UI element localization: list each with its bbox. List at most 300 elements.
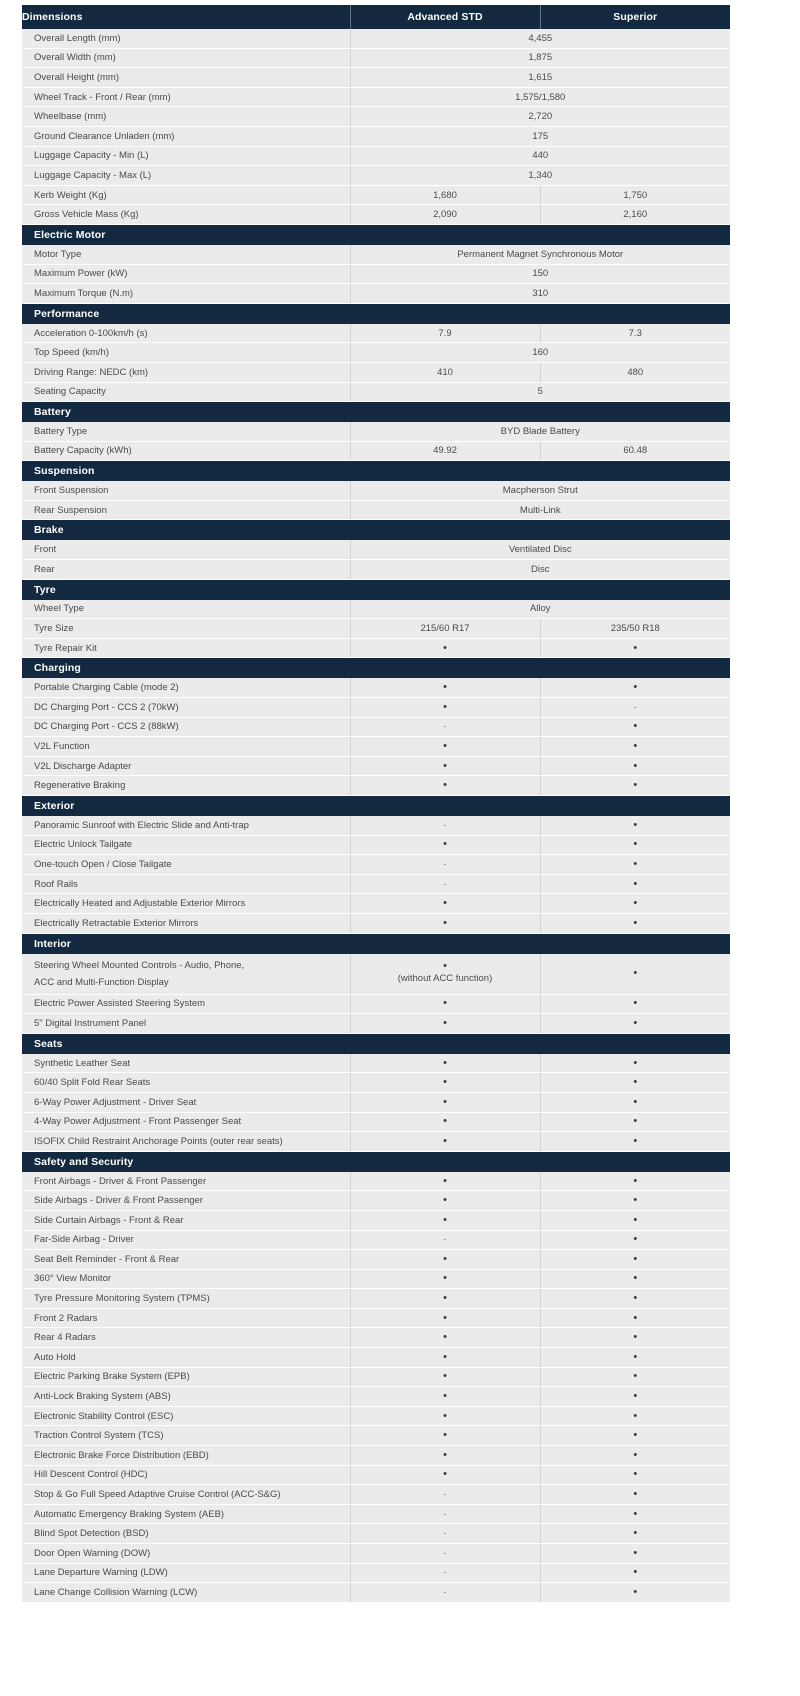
availability-dot: • — [633, 1468, 638, 1481]
value-cell-superior — [540, 1269, 730, 1289]
availability-dot: • — [633, 1390, 638, 1403]
availability-dot: • — [443, 1213, 447, 1226]
value-cell-advanced-std — [350, 1210, 540, 1230]
availability-dot: • — [443, 1350, 447, 1363]
value-cell-advanced-std — [350, 1132, 540, 1152]
feature-label: Battery Capacity (kWh) — [22, 441, 350, 461]
feature-label: Luggage Capacity - Min (L) — [22, 146, 350, 166]
feature-label: Battery Type — [22, 422, 350, 441]
availability-dot: • — [633, 1370, 638, 1383]
value-text: 60.48 — [623, 445, 648, 457]
unavailable-dash: - — [443, 1567, 447, 1579]
feature-label: Front Suspension — [22, 481, 350, 500]
feature-label-line-2: ACC and Multi-Function Display — [34, 976, 169, 988]
table-row — [22, 1504, 730, 1524]
feature-label: Maximum Torque (N.m) — [22, 284, 350, 304]
availability-dot: • — [633, 1488, 638, 1501]
value-cell-shared: 150 — [350, 264, 730, 284]
feature-label: Seating Capacity — [22, 382, 350, 402]
table-row — [22, 638, 730, 658]
value-cell-advanced-std — [350, 362, 540, 382]
value-cell-advanced-std — [350, 1112, 540, 1132]
availability-dot: • — [443, 897, 447, 910]
value-cell-advanced-std — [350, 1054, 540, 1073]
availability-dot: • — [633, 1115, 638, 1128]
feature-label: Overall Height (mm) — [22, 68, 350, 88]
feature-label: Gross Vehicle Mass (Kg) — [22, 205, 350, 225]
value-cell-advanced-std — [350, 1073, 540, 1093]
value-cell-superior — [540, 1112, 730, 1132]
value-text: 215/60 R17 — [420, 623, 470, 635]
table-row — [22, 1387, 730, 1407]
availability-dot: • — [633, 967, 638, 980]
availability-dot: • — [633, 1095, 638, 1108]
value-cell-superior — [540, 717, 730, 737]
value-cell-superior — [540, 1367, 730, 1387]
value-cell-superior — [540, 638, 730, 658]
table-row — [22, 1563, 730, 1583]
value-cell-superior — [540, 1387, 730, 1407]
availability-dot: • — [633, 1134, 638, 1147]
feature-label: Electric Unlock Tailgate — [22, 835, 350, 855]
value-cell-superior — [540, 1250, 730, 1270]
value-cell-shared: 1,340 — [350, 166, 730, 186]
value-cell-advanced-std — [350, 1544, 540, 1564]
value-cell-superior — [540, 994, 730, 1014]
value-cell-superior — [540, 1191, 730, 1211]
table-row — [22, 324, 730, 343]
availability-dot: • — [443, 779, 447, 792]
value-cell-advanced-std — [350, 1446, 540, 1466]
table-row — [22, 68, 730, 88]
unavailable-dash: - — [443, 1586, 447, 1598]
availability-dot: • — [633, 1331, 638, 1344]
value-cell-advanced-std — [350, 1092, 540, 1112]
availability-dot: • — [633, 1076, 638, 1089]
availability-dot: • — [633, 857, 638, 870]
feature-label: 6-Way Power Adjustment - Driver Seat — [22, 1092, 350, 1112]
feature-label: V2L Function — [22, 737, 350, 757]
table-row — [22, 954, 730, 995]
value-cell-superior — [540, 1230, 730, 1250]
value-cell-superior — [540, 1544, 730, 1564]
table-row — [22, 619, 730, 639]
availability-dot: • — [633, 1174, 638, 1187]
feature-label: Top Speed (km/h) — [22, 343, 350, 363]
unavailable-dash: - — [443, 819, 447, 831]
value-text: 2,090 — [433, 209, 457, 221]
availability-dot: • — [443, 997, 447, 1010]
availability-dot: • — [633, 1016, 638, 1029]
table-row — [22, 835, 730, 855]
section-title: Suspension — [22, 461, 730, 482]
table-row — [22, 1426, 730, 1446]
availability-dot: • — [443, 1390, 447, 1403]
availability-dot: • — [443, 1056, 447, 1069]
section-title: Tyre — [22, 579, 730, 600]
feature-label: One-touch Open / Close Tailgate — [22, 855, 350, 875]
table-row — [22, 994, 730, 1014]
value-cell-advanced-std — [350, 1465, 540, 1485]
table-row — [22, 500, 730, 520]
value-text: 235/50 R18 — [610, 623, 660, 635]
feature-label: 5" Digital Instrument Panel — [22, 1014, 350, 1034]
value-cell-advanced-std — [350, 1328, 540, 1348]
feature-label: Electrically Retractable Exterior Mirrors — [22, 913, 350, 933]
availability-dot: • — [443, 1194, 447, 1207]
availability-dot: • — [633, 1585, 638, 1598]
availability-dot: • — [633, 1350, 638, 1363]
availability-dot: • — [633, 877, 638, 890]
value-cell-advanced-std — [350, 1485, 540, 1505]
table-row — [22, 1328, 730, 1348]
value-cell-advanced-std — [350, 698, 540, 718]
feature-label: Acceleration 0-100km/h (s) — [22, 324, 350, 343]
availability-dot: • — [443, 916, 447, 929]
value-text: 1,680 — [433, 189, 457, 201]
table-row — [22, 1485, 730, 1505]
value-cell-advanced-std — [350, 1387, 540, 1407]
table-row — [22, 422, 730, 441]
feature-label: Wheel Track - Front / Rear (mm) — [22, 87, 350, 107]
feature-label: Side Airbags - Driver & Front Passenger — [22, 1191, 350, 1211]
feature-label: Kerb Weight (Kg) — [22, 185, 350, 205]
table-row — [22, 1132, 730, 1152]
table-row — [22, 560, 730, 580]
value-cell-superior — [540, 1465, 730, 1485]
value-cell-superior — [540, 1014, 730, 1034]
table-row — [22, 776, 730, 796]
table-row — [22, 146, 730, 166]
value-cell-superior — [540, 1308, 730, 1328]
unavailable-dash: - — [443, 1547, 447, 1559]
table-row — [22, 126, 730, 146]
section-header-row — [22, 933, 730, 954]
feature-label: DC Charging Port - CCS 2 (70kW) — [22, 698, 350, 718]
feature-label: ISOFIX Child Restraint Anchorage Points (outer rear seats) — [22, 1132, 350, 1152]
availability-dot: • — [443, 1292, 447, 1305]
availability-dot: • — [633, 641, 638, 654]
feature-label: 4-Way Power Adjustment - Front Passenger Seat — [22, 1112, 350, 1132]
availability-dot: • — [633, 1233, 638, 1246]
value-note: (without ACC function) — [397, 973, 493, 985]
feature-label: Synthetic Leather Seat — [22, 1054, 350, 1073]
availability-dot: • — [633, 681, 638, 694]
table-row — [22, 441, 730, 461]
feature-label: Overall Width (mm) — [22, 48, 350, 68]
table-row — [22, 1230, 730, 1250]
section-title: Battery — [22, 402, 730, 423]
table-row — [22, 362, 730, 382]
unavailable-dash: - — [443, 721, 447, 733]
availability-dot: • — [443, 1016, 447, 1029]
value-cell-advanced-std — [350, 816, 540, 835]
value-cell-shared: 5 — [350, 382, 730, 402]
availability-dot: • — [443, 740, 447, 753]
table-row — [22, 1348, 730, 1368]
value-cell-advanced-std — [350, 1308, 540, 1328]
feature-label: Wheelbase (mm) — [22, 107, 350, 127]
feature-label: Luggage Capacity - Max (L) — [22, 166, 350, 186]
value-cell-advanced-std — [350, 185, 540, 205]
value-cell-advanced-std — [350, 1563, 540, 1583]
value-text: 49.92 — [433, 445, 457, 457]
value-cell-superior — [540, 1348, 730, 1368]
section-title: Electric Motor — [22, 224, 730, 245]
value-cell-advanced-std — [350, 1348, 540, 1368]
availability-dot: • — [633, 759, 638, 772]
availability-dot: • — [443, 1409, 447, 1422]
table-row — [22, 284, 730, 304]
feature-label: Overall Length (mm) — [22, 29, 350, 48]
table-row — [22, 737, 730, 757]
value-cell-advanced-std — [350, 776, 540, 796]
value-cell-superior — [540, 855, 730, 875]
feature-label: Maximum Power (kW) — [22, 264, 350, 284]
section-title: Interior — [22, 933, 730, 954]
feature-label: Roof Rails — [22, 874, 350, 894]
availability-dot: • — [443, 1370, 447, 1383]
table-row — [22, 1250, 730, 1270]
section-header-row — [22, 461, 730, 482]
value-text: 7.9 — [438, 327, 452, 339]
value-cell-shared: Macpherson Strut — [350, 481, 730, 500]
value-cell-advanced-std — [350, 324, 540, 343]
availability-dot: • — [443, 759, 447, 772]
value-cell-superior — [540, 205, 730, 225]
availability-dot: • — [633, 1507, 638, 1520]
table-row — [22, 1191, 730, 1211]
value-cell-advanced-std — [350, 678, 540, 697]
feature-label: Anti-Lock Braking System (ABS) — [22, 1387, 350, 1407]
table-row — [22, 48, 730, 68]
availability-dot: • — [633, 1527, 638, 1540]
value-cell-superior — [540, 756, 730, 776]
table-row — [22, 1014, 730, 1034]
feature-label: Electronic Brake Force Distribution (EBD) — [22, 1446, 350, 1466]
availability-dot: • — [443, 1468, 447, 1481]
feature-label: Tyre Repair Kit — [22, 638, 350, 658]
value-cell-shared: 175 — [350, 126, 730, 146]
availability-dot: • — [443, 681, 447, 694]
table-row — [22, 1583, 730, 1603]
section-header-row — [22, 520, 730, 541]
table-row — [22, 1092, 730, 1112]
value-cell-superior — [540, 185, 730, 205]
availability-dot: • — [443, 700, 447, 713]
feature-label: Panoramic Sunroof with Electric Slide and Anti-trap — [22, 816, 350, 835]
unavailable-dash: - — [443, 1489, 447, 1501]
feature-label: Rear — [22, 560, 350, 580]
availability-dot: • — [443, 1095, 447, 1108]
availability-dot: • — [633, 1213, 638, 1226]
table-row — [22, 540, 730, 559]
unavailable-dash: - — [633, 701, 637, 713]
header-row — [22, 5, 730, 29]
section-header-row — [22, 796, 730, 817]
unavailable-dash: - — [443, 858, 447, 870]
value-cell-superior — [540, 1524, 730, 1544]
value-cell-advanced-std — [350, 1230, 540, 1250]
availability-dot: • — [633, 838, 638, 851]
table-row — [22, 1073, 730, 1093]
section-header-row — [22, 658, 730, 679]
value-cell-superior — [540, 1210, 730, 1230]
vehicle-specification-table — [22, 5, 730, 1603]
value-cell-advanced-std — [350, 1583, 540, 1603]
feature-label: Portable Charging Cable (mode 2) — [22, 678, 350, 697]
value-cell-advanced-std — [350, 717, 540, 737]
table-row — [22, 1308, 730, 1328]
value-cell-superior — [540, 1132, 730, 1152]
availability-dot: • — [633, 779, 638, 792]
value-cell-superior — [540, 1092, 730, 1112]
availability-dot: • — [443, 1331, 447, 1344]
feature-label: Rear 4 Radars — [22, 1328, 350, 1348]
table-row — [22, 816, 730, 835]
availability-dot: • — [633, 897, 638, 910]
feature-label: Automatic Emergency Braking System (AEB) — [22, 1504, 350, 1524]
value-cell-advanced-std — [350, 619, 540, 639]
feature-label-line-1: Steering Wheel Mounted Controls - Audio, Phone, — [34, 959, 245, 971]
section-header-row — [22, 1151, 730, 1172]
value-cell-advanced-std — [350, 1524, 540, 1544]
feature-label: Door Open Warning (DOW) — [22, 1544, 350, 1564]
feature-label: Electronic Stability Control (ESC) — [22, 1406, 350, 1426]
availability-dot: • — [443, 1311, 447, 1324]
feature-label: Electric Parking Brake System (EPB) — [22, 1367, 350, 1387]
feature-label — [22, 954, 350, 995]
availability-dot: • — [633, 1448, 638, 1461]
availability-dot: • — [443, 641, 447, 654]
table-row — [22, 600, 730, 619]
value-cell-superior — [540, 954, 730, 995]
feature-label: Tyre Pressure Monitoring System (TPMS) — [22, 1289, 350, 1309]
value-cell-superior — [540, 1406, 730, 1426]
value-cell-superior — [540, 737, 730, 757]
table-row — [22, 717, 730, 737]
unavailable-dash: - — [443, 1528, 447, 1540]
feature-label: Ground Clearance Unladen (mm) — [22, 126, 350, 146]
value-cell-shared: Ventilated Disc — [350, 540, 730, 559]
table-row — [22, 678, 730, 697]
availability-dot: • — [443, 1115, 447, 1128]
value-cell-advanced-std — [350, 1014, 540, 1034]
value-cell-superior — [540, 835, 730, 855]
section-title: Performance — [22, 303, 730, 324]
feature-label: DC Charging Port - CCS 2 (88kW) — [22, 717, 350, 737]
table-row — [22, 87, 730, 107]
feature-label: V2L Discharge Adapter — [22, 756, 350, 776]
table-body — [22, 29, 730, 1602]
feature-label: Rear Suspension — [22, 500, 350, 520]
availability-dot: • — [443, 1134, 447, 1147]
feature-label: Tyre Size — [22, 619, 350, 639]
availability-dot: • — [443, 1076, 447, 1089]
availability-dot: • — [633, 1056, 638, 1069]
availability-dot: • — [633, 1409, 638, 1422]
availability-dot: • — [633, 1292, 638, 1305]
value-cell-advanced-std — [350, 1426, 540, 1446]
availability-dot: • — [443, 1272, 447, 1285]
section-header-row — [22, 1033, 730, 1054]
availability-dot: • — [633, 740, 638, 753]
availability-dot: • — [633, 818, 638, 831]
availability-dot: • — [633, 1194, 638, 1207]
value-cell-shared: 1,615 — [350, 68, 730, 88]
availability-dot: • — [633, 1311, 638, 1324]
value-cell-advanced-std — [350, 638, 540, 658]
table-row — [22, 1446, 730, 1466]
table-row — [22, 756, 730, 776]
table-header — [22, 5, 730, 29]
feature-label: Auto Hold — [22, 1348, 350, 1368]
value-cell-advanced-std — [350, 913, 540, 933]
feature-label: Electric Power Assisted Steering System — [22, 994, 350, 1014]
value-cell-advanced-std — [350, 835, 540, 855]
table-row — [22, 1112, 730, 1132]
value-cell-advanced-std — [350, 1289, 540, 1309]
table-row — [22, 1054, 730, 1073]
value-cell-advanced-std — [350, 1172, 540, 1191]
feature-label: Front Airbags - Driver & Front Passenger — [22, 1172, 350, 1191]
table-row — [22, 107, 730, 127]
table-row — [22, 382, 730, 402]
feature-label: Hill Descent Control (HDC) — [22, 1465, 350, 1485]
value-cell-shared: Disc — [350, 560, 730, 580]
value-cell-shared: 310 — [350, 284, 730, 304]
value-cell-superior — [540, 874, 730, 894]
section-title: Seats — [22, 1033, 730, 1054]
unavailable-dash: - — [443, 1234, 447, 1246]
feature-label: Front — [22, 540, 350, 559]
value-cell-superior — [540, 1485, 730, 1505]
availability-dot: • — [443, 1429, 447, 1442]
table-row — [22, 185, 730, 205]
table-row — [22, 698, 730, 718]
value-cell-advanced-std — [350, 737, 540, 757]
table-row — [22, 1367, 730, 1387]
value-cell-shared: 2,720 — [350, 107, 730, 127]
value-cell-superior — [540, 324, 730, 343]
value-cell-advanced-std — [350, 441, 540, 461]
value-cell-shared: BYD Blade Battery — [350, 422, 730, 441]
value-cell-advanced-std — [350, 855, 540, 875]
availability-dot: • — [443, 1448, 447, 1461]
value-cell-advanced-std — [350, 894, 540, 914]
value-cell-superior — [540, 776, 730, 796]
section-title: Exterior — [22, 796, 730, 817]
feature-label: Lane Departure Warning (LDW) — [22, 1563, 350, 1583]
section-title: Charging — [22, 658, 730, 679]
value-cell-superior — [540, 1073, 730, 1093]
value-cell-superior — [540, 698, 730, 718]
section-header-row — [22, 303, 730, 324]
value-cell-superior — [540, 1426, 730, 1446]
availability-dot: • — [633, 1566, 638, 1579]
table-row — [22, 264, 730, 284]
unavailable-dash: - — [443, 1508, 447, 1520]
value-cell-superior — [540, 816, 730, 835]
value-cell-advanced-std — [350, 954, 540, 995]
feature-label: Seat Belt Reminder - Front & Rear — [22, 1250, 350, 1270]
value-cell-superior — [540, 913, 730, 933]
value-cell-superior — [540, 1504, 730, 1524]
table-row — [22, 1465, 730, 1485]
feature-label: Wheel Type — [22, 600, 350, 619]
value-cell-superior — [540, 678, 730, 697]
value-cell-superior — [540, 362, 730, 382]
